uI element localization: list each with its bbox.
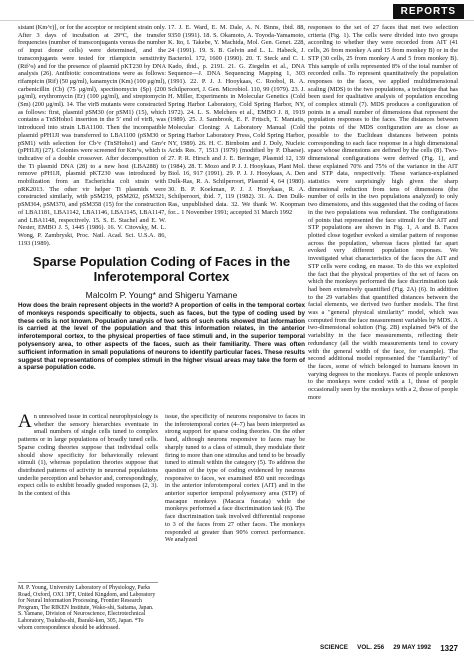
abstract: How does the brain represent objects in the world? A proportion of cells in the temporal cortex of monkeys responds specifically to objects, such as faces, but the type of coding used by these cells is not known. Population analysis of two sets of such cells showed that information is carried at the level of the population and that this information relates, in the anterior inferotemporal cortex, to the physical properties of face stimuli and, in the superior temporal polysensory area, to other aspects of the faces, such as their familiarity. There was often sufficient information in small populations of neurons to identify particular faces. These results suggest that representations of complex stimuli in the higher visual areas may take the form of a sparse population code. [18, 302, 305, 372]
body-text: n unresolved issue in cortical neurophysiology is whether the sensory hierarchies eventuate in small numbers of single cells tuned to complex patterns or in large populations of broadly tuned cells. Sparse coding theories suppose that individual cells should show specificity for behaviorally relevant stimuli (1), whereas population theories suppose that distributed patterns of activity in neuronal populations underlie perception and behavior and, correspondingly, expect cells to exhibit broadly graded responses (2, 3). In the context of this [18, 413, 158, 498]
page-footer [320, 644, 458, 653]
reference-text: sistant (Km^r)], or for the acceptor or recipient strain only. After 3 days of incubation at 29°C, the transfer frequencies (number of transconjugants versus the number of input donor cells) were determined, and the transconjugants were tested for rifampicin sensitivity (Rif^s) and for the presence of plasmid pKT230 by DNA analysis (26). Antibiotic concentrations were as follows: rifampicin (Rif) (50 μg/ml), kanamycin (Km) (100 μg/ml), carbenicillin (Cb) (75 μg/ml), spectinomycin (Sp) (200 μg/ml), erythromycin (Er) (100 μg/ml), and streptomycin (Sm) (200 μg/ml). 14. The virB mutants were constructed as follows: first, plasmid pSM30 (or pSM1) (15), which contains a TnSHoho1 insertion in the 5′ end of virB, was introduced into strain LBA1100. Then the incompatible plasmid pPH1JI was transferred to LBA1100 (pSM30 or pSM1) with selection for Cb^r (TnSHoho1) and Gm^r (pPH1JI) (27). Colonies were screened for Km^s, which is indicative of a double crossover. After decomposition of the Ti plasmid DNA (28) to a new host (LBA288) to remove pPH1JI, plasmid pKT230 was introduced by mobilization from an Escherichia coli strain with pRK2013. The other vir helper Ti plasmids were constructed similarly, with pSM219, pSM202, pSM321, pSM364, pSM370, and pSM358 (15) for the construction of LBA1181, LBA1142, LBA1146, LBA1145, LBA1147, and LBA1148, respectively. 15. S. E. Stachel and E. W. Nester, EMBO J. 5, 1445 (1986). 16. V. Citovsky, M. L. Wong, P. Zambryski, Proc. Natl. Acad. Sci. U.S.A. 86, 1193 (1989). [18, 24, 166, 247]
article-middle-column [165, 413, 305, 544]
journal-name: SCIENCE [320, 644, 348, 651]
article-title: Sparse Population Coding of Faces in the Inferotemporal Cortex [32, 254, 291, 284]
drop-cap: A [18, 411, 32, 432]
article-right-column [308, 24, 458, 401]
issue-date: 29 MAY 1992 [393, 644, 432, 651]
body-paragraph [18, 413, 158, 498]
references-middle-column [168, 24, 305, 217]
page-number: 1327 [440, 644, 458, 653]
journal-volume: VOL. 256 [357, 644, 385, 651]
author-footnote: M. P. Young, University Laboratory of Physiology, Parks Road, Oxford, OX1 3PT, United Kingdom, and Laboratory for Neural Information Processing, Frontier Research Program, The RIKEN Institute, Wako-shi, Saitama, Japan. S. Yamane, Division of Neuroscience, Electrotechnical Laboratory, Tsukuba-shi, Ibaraki-ken, 305, Japan. *To whom correspondence should be addressed. [18, 582, 158, 631]
body-paragraph: responses to the set of 27 faces that met two selection criteria (Fig. 1). The cells were divided into two groups according to whether they were recorded from AIT (41 cells, 26 from monkey A and 15 from monkey B) or in the STP (30 cells, 25 from monkey A and 5 from monkey B). This sample of cells represented 8% of the total number of recorded cells. To represent quantitatively the population responses to the faces, we applied multidimensional scaling (MDS) to the two populations, a technique that has been used for qualitative analysis of population encoding of complex stimuli (7). MDS produces a configuration of points in a small number of dimensions that represent the population responses to the faces. The distances between the points of the MDS configuration are as close as possible to the Euclidean distances between points corresponding to each face response in a high dimensional space whose dimensions are defined by the cells (8). Two-dimensional configurations were derived (Fig. 1), and these explained 70% and 75% of the variance in the AIT and STP data, respectively. These variance-explained statistics were surprisingly high given the sharp dimensional reduction from tens of dimensions (the number of cells in the two populations analyzed) to only two dimensions, and this suggested that the coding of faces in the two populations was redundant. The configurations of points that represented the face stimuli for the AIT and STP populations are shown in Fig. 1, A and B. Faces plotted close together evoked a similar pattern of response across the population, whereas faces plotted far apart evoked very different population responses. We investigated what characteristics of the faces the AIT and STP cells were coding, en masse. To do this we exploited the fact that the physical properties of the set of faces on which the monkeys performed the face discrimination task had been extensively quantified (Fig. 2A) (6). In addition to the 29 variables that quantified distances between the facial elements, we derived two further models. The first was a "general physical similarity" model, which was computed from the face measurement variables by MDS. A two-dimensional solution (Fig. 2B) explained 94% of the variability in the face measurements, reflecting their redundancy (all the width measurements tend to covary with the general width of the face, for example). The second additional model represented the "familiarity" of the faces, some of which belonged to humans known in varying degrees to the monkeys. Faces of people unknown to the monkeys were coded with a 1, those of people occasionally seen by the monkeys with a 2, those of people more [308, 24, 458, 401]
author-line: Malcolm P. Young* and Shigeru Yamane [85, 290, 238, 300]
article-title-block [18, 254, 305, 300]
reference-text: 17. J. E. Ward, E. M. Dale, A. N. Binns, ibid. 88, 9350 (1991). 18. S. Okamoto, A. Toyoda-Yamamoto, K. Ito, I. Takebe, Y. Machida, Mol. Gen. Genet. 228, 24 (1991). 19. S. B. Gelvin and L. L. Habeck, J. Bacteriol. 172, 1600 (1990). 20. T. Steck and C. I. Kado, ibid., p. 2191. 21. G. Ziegelin et al., DNA Sequence—J. DNA Sequencing Mapping 1, 303 (1991). 22. P. J. J. Hooykaas, C. Roobol, R. A. Schilperoort, J. Gen. Microbiol. 110, 99 (1979). 23. J. H. Miller, Experiments in Molecular Genetics (Cold Spring Harbor Laboratory, Cold Spring Harbor, NY, 1972). 24. L. S. Melchers et al., EMBO J. 8, 1919 (1989). 25. J. Sambrook, E. F. Fritsch, T. Maniatis, Molecular Cloning: A Laboratory Manual (Cold Spring Harbor Laboratory Press, Cold Spring Harbor, NY, 1989). 26. H. C. Birnboim and J. Doly, Nucleic Acids Res. 7, 1513 (1979) (modified by P. Dhaese). 27. P. R. Hirsch and J. E. Beringer, Plasmid 12, 139 (1984). 28. T. Mozo and P. J. J. Hooykaas, Plant Mol. Biol. 16, 917 (1991). 29. P. J. J. Hooykaas, A. Den Dulk-Ras, R. A. Schilperoort, Plasmid 4, 64 (1980). 30. B. P. Koekman, P. J. J. Hooykaas, R. A. Schilperoort, ibid. 7, 119 (1982). 31. A. Den Dulk-Ras, unpublished data. 32. We thank W. Koopman for... 1 November 1991; accepted 31 March 1992 [168, 24, 305, 216]
article-left-column [18, 413, 158, 498]
body-paragraph: issue, the specificity of neurons responsive to faces in the inferotemporal cortex (4–7) has been interpreted as strong support for sparse coding theories. On the other hand, although neurons responsive to faces may be sharply tuned to a class of stimuli, they modulate their firing to more than one stimulus and tend to be broadly tuned to stimuli within the category (5). To address the question of the type of coding evidenced by neurons responsive to faces, we examined 850 unit recordings in the anterior inferotemporal cortex (AIT) and in the anterior superior temporal polysensory area (STP) of macaque monkeys (Macaca fuscata) while the monkeys performed a face discrimination task (6). The face discrimination task involved differential response to 3 of the faces from 27 other faces. The monkeys responded at greater than 90% correct performance. We analyzed [165, 413, 305, 544]
section-tag: REPORTS [393, 4, 464, 19]
running-header [0, 0, 474, 21]
references-left-column [18, 24, 166, 247]
